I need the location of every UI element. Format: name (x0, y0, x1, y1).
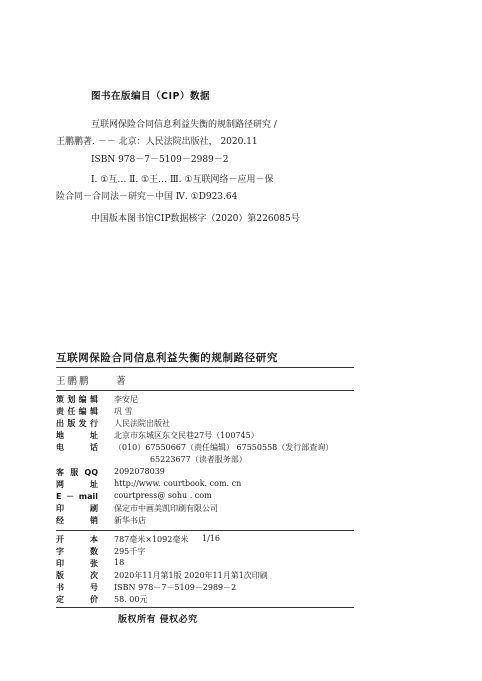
info-label: 经 销 (56, 516, 98, 525)
author-divider (56, 390, 354, 391)
cip-title-line: 互联网保险合同信息利益失衡的规制路径研究 / (91, 120, 277, 130)
info-label: 责任编辑 (56, 407, 98, 416)
info-value: http://www. courtbook. com. cn (114, 479, 242, 488)
cip-classification-line-1: Ⅰ. ①互… Ⅱ. ①王… Ⅲ. ①互联网络－应用－保 (91, 175, 274, 185)
title-divider (56, 367, 354, 368)
info-value: 保定市中画美凯印刷有限公司 (114, 504, 218, 513)
info-label: 出版发行 (56, 419, 98, 428)
info-value: 人民法院出版社 (114, 419, 170, 428)
author-name: 王鹏鹏 (56, 376, 91, 387)
spec-label: 版 次 (56, 571, 98, 580)
info-value: 巩 雪 (114, 407, 133, 416)
spec-label: 定 价 (56, 595, 98, 604)
book-title: 互联网保险合同信息利益失衡的规制路径研究 (56, 352, 278, 364)
info-label: 地 址 (56, 431, 98, 440)
spec-value-secondary: 1/16 (202, 534, 220, 543)
info-label: 网 址 (56, 480, 98, 489)
cip-isbn-line: ISBN 978－7－5109－2989－2 (91, 155, 229, 165)
info-value: （010）67550667（责任编辑） 67550558（发行部查询） (114, 443, 334, 452)
spec-value: 2020年11月第1版 2020年11月第1次印刷 (114, 571, 268, 580)
spec-value: 58. 00元 (114, 595, 148, 604)
cip-classification-line-2: 险合同－合同法－研究－中国 Ⅳ. ①D923.64 (56, 192, 238, 202)
cip-heading: 图书在版编目（CIP）数据 (91, 91, 210, 102)
copyright-notice: 版权所有 侵权必究 (118, 615, 198, 625)
info-value: 李安尼 (114, 395, 138, 404)
info-label: 电 话 (56, 443, 98, 452)
specs-divider (56, 607, 354, 608)
info-value: 65223677（读者服务部） (150, 455, 247, 464)
info-value: 北京市东城区东交民巷27号（100745） (114, 431, 259, 440)
cip-author-line: 王鹏鹏著. －－ 北京：人民法院出版社， 2020.11 (56, 137, 258, 147)
spec-value: 295千字 (114, 547, 146, 556)
info-label: 印 刷 (56, 504, 98, 513)
info-value: 2092078039 (114, 467, 165, 476)
spec-value: ISBN 978－7－5109－2989－2 (114, 583, 237, 592)
cip-record-number: 中国版本图书馆CIP数据核字（2020）第226085号 (91, 214, 300, 224)
spec-value: 787毫米×1092毫米 (114, 535, 189, 544)
info-value: courtpress@ sohu . com (114, 491, 212, 500)
info-label: 策划编辑 (56, 395, 98, 404)
info-label: E － mail (56, 492, 98, 501)
spec-label: 字 数 (56, 547, 98, 556)
author-role: 著 (116, 376, 126, 387)
spec-label: 开 本 (56, 535, 98, 544)
info-value: 新华书店 (114, 516, 146, 525)
info-label: 客 服 QQ (56, 468, 98, 477)
info-divider (56, 530, 354, 531)
spec-value: 18 (114, 558, 125, 567)
spec-label: 印 张 (56, 559, 98, 568)
spec-label: 书 号 (56, 583, 98, 592)
